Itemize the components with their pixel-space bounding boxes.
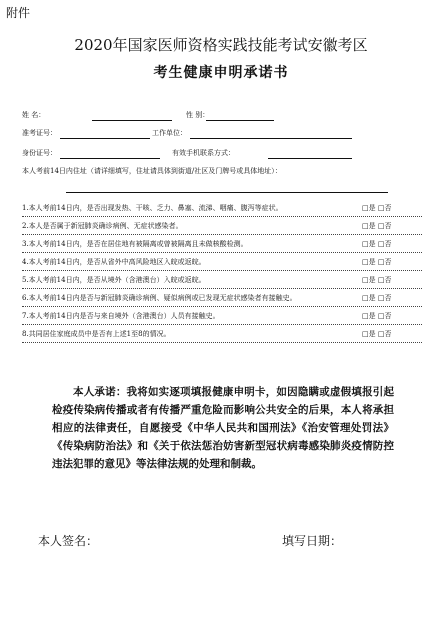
question-text: 6.本人考前14日内是否与新冠肺炎确诊病例、疑似病例或已发现无症状感染者有接触史。 bbox=[22, 294, 297, 302]
document-subtitle: 考生健康申明承诺书 bbox=[153, 65, 289, 81]
id-card-label: 身份证号： bbox=[22, 149, 57, 157]
work-unit-label: 工作单位： bbox=[152, 129, 187, 137]
question-row bbox=[22, 289, 422, 307]
question-text: 8.共同居住家庭成员中是否有上述1至8的情况。 bbox=[22, 330, 171, 338]
exam-id-label: 准考证号： bbox=[22, 129, 57, 137]
address-field[interactable] bbox=[66, 192, 388, 193]
name-field[interactable] bbox=[92, 120, 172, 121]
question-text: 4.本人考前14日内，是否从省外中高风险地区入皖或返皖。 bbox=[22, 258, 206, 266]
yes-no-options[interactable]: □是 □否 bbox=[362, 204, 392, 212]
question-row bbox=[22, 235, 422, 253]
yes-no-options[interactable]: □是 □否 bbox=[362, 294, 392, 302]
question-row bbox=[22, 253, 422, 271]
yes-no-options[interactable]: □是 □否 bbox=[362, 222, 392, 230]
work-unit-field[interactable] bbox=[190, 138, 352, 139]
question-row bbox=[22, 271, 422, 289]
question-text: 2.本人是否属于新冠肺炎确诊病例、无症状感染者。 bbox=[22, 222, 183, 230]
address-label: 本人考前14日内住址（请详细填写，住址请具体到街道/社区及门牌号或具体地址）： bbox=[22, 167, 282, 175]
question-row bbox=[22, 217, 422, 235]
document-title: 2020年国家医师资格实践技能考试安徽考区 bbox=[74, 36, 368, 54]
yes-no-options[interactable]: □是 □否 bbox=[362, 330, 392, 338]
question-row bbox=[22, 325, 422, 343]
yes-no-options[interactable]: □是 □否 bbox=[362, 276, 392, 284]
yes-no-options[interactable]: □是 □否 bbox=[362, 312, 392, 320]
date-label: 填写日期： bbox=[282, 534, 343, 548]
attachment-label: 附件 bbox=[6, 6, 31, 20]
phone-field[interactable] bbox=[268, 158, 352, 159]
exam-id-field[interactable] bbox=[60, 138, 150, 139]
question-text: 7.本人考前14日内是否与来自境外（含港澳台）人员有接触史。 bbox=[22, 312, 220, 320]
question-row bbox=[22, 307, 422, 325]
gender-field[interactable] bbox=[206, 120, 274, 121]
yes-no-options[interactable]: □是 □否 bbox=[362, 240, 392, 248]
question-row bbox=[22, 199, 422, 217]
gender-label: 性 别： bbox=[186, 111, 210, 119]
question-text: 1.本人考前14日内，是否出现发热、干咳、乏力、鼻塞、流涕、咽痛、腹泻等症状。 bbox=[22, 204, 283, 212]
question-text: 3.本人考前14日内，是否在居住地有被隔离或曾被隔离且未做核酸检测。 bbox=[22, 240, 248, 248]
phone-label: 有效手机联系方式： bbox=[172, 149, 235, 157]
id-card-field[interactable] bbox=[60, 158, 160, 159]
yes-no-options[interactable]: □是 □否 bbox=[362, 258, 392, 266]
promise-statement: 本人承诺：我将如实逐项填报健康申明卡，如因隐瞒或虚假填报引起检疫传染病传播或者有传播严重危险而影响公共安全的后果，本人将承担相应的法律责任，自愿接受《中华人民共和国刑法》《治安管理处罚法》《传染病防治法》和《关于依法惩治妨害新型冠状病毒感染肺炎疫情防控违法犯罪的意见》等法律法规的处理和制裁。 bbox=[52, 386, 394, 470]
signature-label: 本人签名： bbox=[38, 534, 99, 548]
name-label: 姓 名： bbox=[22, 111, 46, 119]
question-text: 5.本人考前14日内，是否从境外（含港澳台）入皖或返皖。 bbox=[22, 276, 206, 284]
row-divider bbox=[22, 342, 422, 343]
